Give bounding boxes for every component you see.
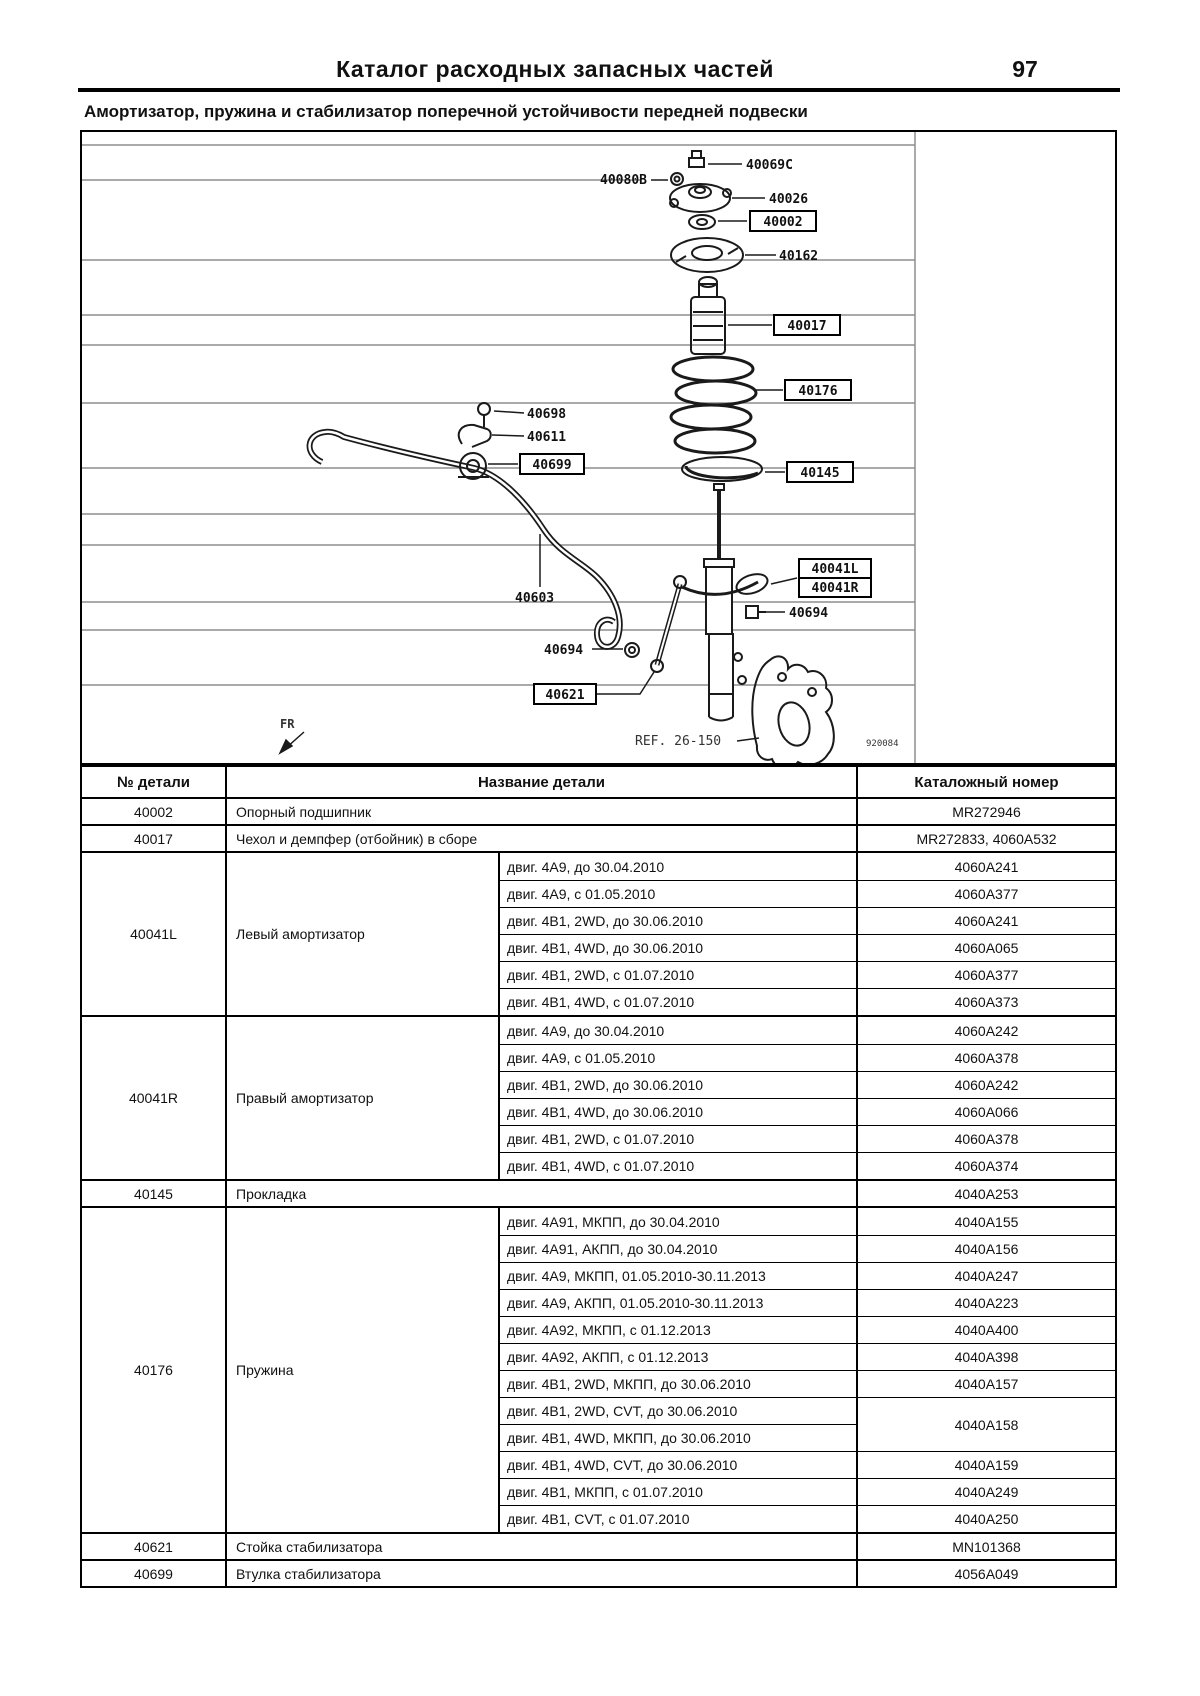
catalog-no-cell: 4060A373 <box>954 994 1019 1010</box>
header-part-no: № детали <box>82 767 227 797</box>
spring-gasket-part <box>682 457 762 481</box>
variant-spec-cell: двиг. 4А9, с 01.05.2010 <box>500 881 858 907</box>
document-title: Каталог расходных запасных частей <box>336 56 774 82</box>
washer-nut-part <box>671 173 683 185</box>
parts-table <box>80 765 1117 1588</box>
variant-spec-cell: двиг. 4А91, АКПП, до 30.04.2010 <box>500 1236 858 1262</box>
page-number: 97 <box>1012 56 1038 82</box>
variant-spec-cell: двиг. 4В1, 2WD, до 30.06.2010 <box>500 908 858 934</box>
variant-spec-cell: двиг. 4В1, 4WD, до 30.06.2010 <box>500 1099 858 1125</box>
svg-text:40041L: 40041L <box>811 562 859 577</box>
variant-spec-cell: двиг. 4В1, 4WD, МКПП, до 30.06.2010 <box>500 1424 856 1451</box>
strut-mount-part <box>670 184 731 212</box>
label-40162: 40162 <box>779 249 819 264</box>
suspension-diagram-svg <box>82 132 1115 763</box>
variant-spec-cell: двиг. 4В1, 2WD, до 30.06.2010 <box>500 1072 858 1098</box>
part-no-cell: 40017 <box>82 826 227 851</box>
part-no-cell: 40041R <box>82 1017 227 1179</box>
catalog-no-cell: 4040A400 <box>954 1322 1019 1338</box>
variant-spec-cell: двиг. 4А9, до 30.04.2010 <box>500 1017 858 1044</box>
catalog-no-cell: MR272946 <box>952 803 1021 820</box>
variant-row <box>500 907 1115 934</box>
variant-spec-cell: двиг. 4В1, 4WD, до 30.06.2010 <box>500 935 858 961</box>
catalog-no-cell: 4040A247 <box>954 1268 1019 1284</box>
boxed-label-40145 <box>787 462 853 482</box>
variant-rows <box>500 1208 1115 1532</box>
variant-row <box>500 1262 1115 1289</box>
section-subtitle: Амортизатор, пружина и стабилизатор поперечной устойчивости передней подвески <box>84 102 808 121</box>
header-part-name: Название детали <box>227 767 858 797</box>
catalog-no-cell: 4040A398 <box>954 1349 1019 1365</box>
boxed-label-40621 <box>534 684 596 704</box>
catalog-no-cell: 4060A378 <box>954 1050 1019 1066</box>
table-row <box>82 797 1115 824</box>
part-name-cell: Правый амортизатор <box>227 1017 500 1179</box>
part-no-cell: 40002 <box>82 799 227 824</box>
variant-spec-cell: двиг. 4А9, АКПП, 01.05.2010-30.11.2013 <box>500 1290 858 1316</box>
table-row <box>82 1179 1115 1206</box>
catalog-no-cell: 4040A157 <box>954 1376 1019 1392</box>
variant-rows <box>500 1017 1115 1179</box>
header-catalog-no: Каталожный номер <box>914 773 1059 791</box>
svg-text:40145: 40145 <box>800 466 840 481</box>
catalog-no-cell: 4060A378 <box>954 1131 1019 1147</box>
variant-rows <box>500 853 1115 1015</box>
upper-nut-part <box>689 151 704 167</box>
merged-spec-cells <box>500 1398 858 1451</box>
variant-row <box>500 934 1115 961</box>
coil-spring-part <box>671 357 756 453</box>
bushing-bracket-part <box>459 425 491 447</box>
variant-row <box>500 880 1115 907</box>
catalog-no-cell: 4060A242 <box>954 1022 1019 1039</box>
catalog-no-cell: MR272833, 4060A532 <box>916 830 1057 847</box>
catalog-no-cell: 4040A223 <box>954 1295 1019 1311</box>
part-no-cell: 40176 <box>82 1208 227 1532</box>
table-header-row <box>82 767 1115 797</box>
svg-text:40002: 40002 <box>763 215 803 230</box>
variant-row <box>500 1017 1115 1044</box>
label-40698: 40698 <box>527 407 567 422</box>
svg-text:40176: 40176 <box>798 384 838 399</box>
steering-knuckle-part <box>752 656 834 763</box>
bracket-bolt-part <box>478 403 490 427</box>
catalog-no-cell: 4060A377 <box>954 967 1019 983</box>
table-group-40176 <box>82 1206 1115 1532</box>
boxed-label-40041l <box>799 559 871 578</box>
catalog-no-cell: MN101368 <box>952 1538 1021 1555</box>
label-40026: 40026 <box>769 192 809 207</box>
label-40603: 40603 <box>515 591 555 606</box>
stabilizer-link-part <box>651 576 686 672</box>
support-bearing-part <box>689 215 715 229</box>
variant-spec-cell: двиг. 4А91, МКПП, до 30.04.2010 <box>500 1208 858 1235</box>
boxed-label-40176 <box>785 380 851 400</box>
upper-spring-seat-part <box>671 238 743 272</box>
variant-spec-cell: двиг. 4В1, 4WD, с 01.07.2010 <box>500 1153 858 1179</box>
ref-annotation: REF. 26-150 <box>635 734 722 749</box>
table-row <box>82 1559 1115 1586</box>
boxed-label-40002 <box>750 211 816 231</box>
label-40080b: 40080B <box>600 173 647 188</box>
variant-row <box>500 1208 1115 1235</box>
variant-spec-cell: двиг. 4В1, МКПП, с 01.07.2010 <box>500 1479 858 1505</box>
variant-row <box>500 1478 1115 1505</box>
variant-spec-cell: двиг. 4А9, МКПП, 01.05.2010-30.11.2013 <box>500 1263 858 1289</box>
boxed-label-40041r <box>799 578 871 597</box>
label-40611: 40611 <box>527 430 567 445</box>
variant-row <box>500 1451 1115 1478</box>
catalog-no-cell: 4060A242 <box>954 1077 1019 1093</box>
part-name-cell: Левый амортизатор <box>227 853 500 1015</box>
catalog-no-cell: 4060A377 <box>954 886 1019 902</box>
variant-spec-cell: двиг. 4В1, 4WD, с 01.07.2010 <box>500 989 858 1015</box>
variant-row <box>500 1370 1115 1397</box>
catalog-no-cell: 4040A158 <box>954 1416 1019 1433</box>
fr-direction-arrow <box>280 732 304 753</box>
variant-row <box>500 1343 1115 1370</box>
variant-spec-cell: двиг. 4А92, МКПП, с 01.12.2013 <box>500 1317 858 1343</box>
svg-text:40017: 40017 <box>787 319 827 334</box>
svg-text:40621: 40621 <box>545 688 585 703</box>
variant-row <box>500 853 1115 880</box>
catalog-no-cell: 4060A241 <box>954 858 1019 875</box>
variant-row <box>500 1071 1115 1098</box>
variant-spec-cell: двиг. 4В1, CVT, с 01.07.2010 <box>500 1506 858 1532</box>
part-no-cell: 40041L <box>82 853 227 1015</box>
catalog-no-cell: 4040A156 <box>954 1241 1019 1257</box>
part-name-cell: Чехол и демпфер (отбойник) в сборе <box>227 826 858 851</box>
catalog-no-cell: 4060A241 <box>954 913 1019 929</box>
variant-spec-cell: двиг. 4В1, 2WD, CVT, до 30.06.2010 <box>507 1403 738 1420</box>
part-name-cell: Стойка стабилизатора <box>227 1534 858 1559</box>
part-name-cell: Опорный подшипник <box>227 799 858 824</box>
catalog-no-cell: 4060A065 <box>954 940 1019 956</box>
label-40694-left: 40694 <box>544 643 584 658</box>
parts-diagram <box>80 130 1117 765</box>
variant-row-merged <box>500 1397 1115 1451</box>
variant-spec-cell: двиг. 4В1, 2WD, с 01.07.2010 <box>500 962 858 988</box>
fr-annotation: FR <box>280 717 295 731</box>
variant-row <box>500 1044 1115 1071</box>
drawing-code: 920084 <box>866 739 899 749</box>
variant-row <box>500 961 1115 988</box>
variant-spec-cell: двиг. 4А92, АКПП, с 01.12.2013 <box>500 1344 858 1370</box>
variant-row <box>500 1098 1115 1125</box>
table-group-40041l <box>82 851 1115 1015</box>
catalog-no-cell: 4060A066 <box>954 1104 1019 1120</box>
variant-spec-cell: двиг. 4В1, 2WD, МКПП, до 30.06.2010 <box>500 1371 858 1397</box>
catalog-no-cell: 4040A155 <box>954 1213 1019 1230</box>
variant-row <box>500 1316 1115 1343</box>
table-row <box>82 824 1115 851</box>
part-name-cell: Пружина <box>227 1208 500 1532</box>
table-group-40041r <box>82 1015 1115 1179</box>
label-40069c: 40069C <box>746 158 793 173</box>
variant-row <box>500 1505 1115 1532</box>
part-name-cell: Прокладка <box>227 1181 858 1206</box>
variant-spec-cell: двиг. 4А9, с 01.05.2010 <box>500 1045 858 1071</box>
variant-row <box>500 1152 1115 1179</box>
catalog-no-cell: 4040A250 <box>954 1511 1019 1527</box>
part-no-cell: 40699 <box>82 1561 227 1586</box>
variant-spec-cell: двиг. 4В1, 4WD, CVT, до 30.06.2010 <box>500 1452 858 1478</box>
link-nut-left-part <box>625 643 639 657</box>
variant-row <box>500 1235 1115 1262</box>
part-no-cell: 40145 <box>82 1181 227 1206</box>
catalog-no-cell: 4060A374 <box>954 1158 1019 1174</box>
catalog-no-cell: 4040A249 <box>954 1484 1019 1500</box>
variant-row <box>500 988 1115 1015</box>
boxed-label-40017 <box>774 315 840 335</box>
variant-spec-cell: двиг. 4А9, до 30.04.2010 <box>500 853 858 880</box>
header-rule <box>78 88 1120 92</box>
part-name-cell: Втулка стабилизатора <box>227 1561 858 1586</box>
boxed-label-40699 <box>520 454 584 474</box>
catalog-no-cell: 4040A253 <box>954 1185 1019 1202</box>
variant-spec-cell: двиг. 4В1, 2WD, с 01.07.2010 <box>500 1126 858 1152</box>
svg-text:40041R: 40041R <box>811 581 859 596</box>
label-40694-right: 40694 <box>789 606 829 621</box>
svg-text:40699: 40699 <box>532 458 572 473</box>
variant-row <box>500 1125 1115 1152</box>
catalog-no-cell: 4040A159 <box>954 1457 1019 1473</box>
part-no-cell: 40621 <box>82 1534 227 1559</box>
catalog-no-cell: 4056A049 <box>954 1565 1019 1582</box>
table-row <box>82 1532 1115 1559</box>
variant-row <box>500 1289 1115 1316</box>
